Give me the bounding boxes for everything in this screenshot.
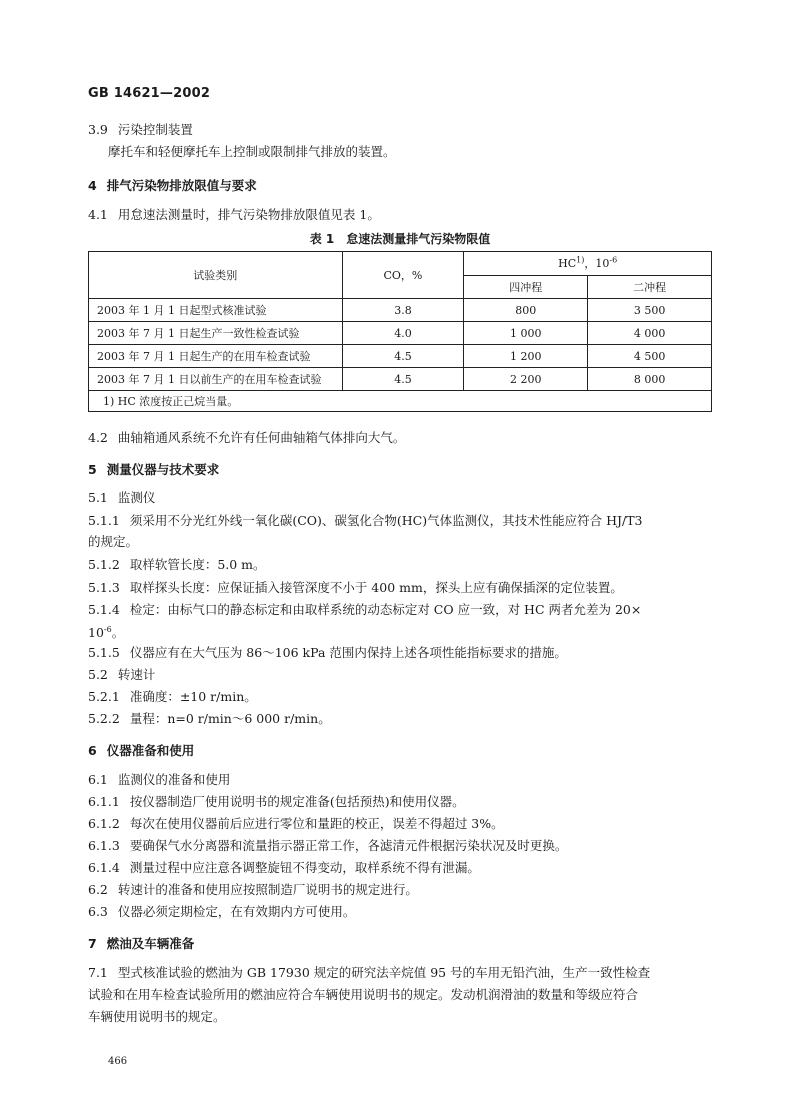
section-title: 燃油及车辆准备 (106, 936, 195, 951)
cell-two-stroke: 4 500 (588, 345, 712, 368)
hc-unit: ，10 (584, 257, 610, 271)
page-number: 466 (108, 1056, 128, 1067)
section-number: 4 (88, 178, 97, 193)
section-title: 排气污染物排放限值与要求 (106, 178, 257, 193)
clause-text: 量程：n=0 r/min～6 000 r/min。 (129, 711, 331, 726)
hc-unit-exponent: -6 (609, 255, 618, 265)
clause-5-2-2 (88, 711, 728, 727)
clause-5-1-1 (88, 513, 728, 529)
cell-co: 4.5 (342, 345, 464, 368)
cell-two-stroke: 8 000 (588, 368, 712, 391)
section-number: 6 (88, 743, 97, 758)
clause-number: 6.1.3 (88, 838, 120, 853)
clause-6-2 (88, 882, 728, 898)
clause-7-1 (88, 965, 728, 981)
header-four-stroke: 四冲程 (464, 275, 588, 299)
cell-test-category: 2003 年 7 月 1 日起生产一致性检查试验 (89, 322, 343, 345)
table-1-title: 表 1 怠速法测量排气污染物限值 (309, 232, 491, 246)
cell-test-category: 2003 年 7 月 1 日起生产的在用车检查试验 (89, 345, 343, 368)
table-1-emission-limits (88, 251, 712, 412)
section-number: 7 (88, 936, 97, 951)
clause-6-1-4 (88, 860, 728, 876)
cell-two-stroke: 4 000 (588, 322, 712, 345)
clause-3-9 (88, 122, 728, 138)
clause-number: 5.2.1 (88, 689, 120, 704)
clause-6-1-2 (88, 816, 728, 832)
section-7-heading (88, 936, 728, 952)
clause-5-1 (88, 490, 728, 506)
clause-number: 5.1.3 (88, 580, 120, 595)
clause-6-3 (88, 904, 728, 920)
cell-four-stroke: 1 200 (464, 345, 588, 368)
clause-text: 监测仪 (117, 490, 156, 505)
clause-number: 4.2 (88, 430, 108, 445)
clause-text: 监测仪的准备和使用 (117, 772, 231, 787)
clause-text: 测量过程中应注意各调整旋钮不得变动，取样系统不得有泄漏。 (129, 860, 480, 875)
exponent-base: 10 (88, 625, 104, 641)
clause-5-1-2 (88, 557, 728, 573)
clause-text: 须采用不分光红外线一氧化碳(CO)、碳氢化合物(HC)气体监测仪，其技术性能应符合 HJ/T3 (129, 513, 643, 528)
clause-number: 5.1.5 (88, 645, 120, 660)
clause-number: 7.1 (88, 965, 108, 980)
clause-number: 5.1.1 (88, 513, 120, 528)
clause-3-9-body: 摩托车和轻便摩托车上控制或限制排气排放的装置。 (108, 144, 396, 159)
clause-5-2-1 (88, 689, 728, 705)
header-hc (464, 252, 712, 276)
clause-text: 用怠速法测量时，排气污染物排放限值见表 1。 (117, 207, 380, 222)
table-row (89, 345, 712, 368)
header-two-stroke: 二冲程 (588, 275, 712, 299)
clause-number: 6.1.4 (88, 860, 120, 875)
clause-number: 5.2 (88, 667, 108, 682)
clause-text: 按仪器制造厂使用说明书的规定准备(包括预热)和使用仪器。 (129, 794, 465, 809)
clause-number: 5.1 (88, 490, 108, 505)
sentence-end: 。 (111, 625, 125, 641)
standard-code: GB 14621—2002 (88, 86, 211, 101)
hc-label: HC (558, 257, 577, 271)
clause-text: 型式核准试验的燃油为 GB 17930 规定的研究法辛烷值 95 号的车用无铅汽油，生产一致性检查 (117, 965, 651, 980)
clause-text: 准确度：±10 r/min。 (129, 689, 257, 704)
clause-5-1-3 (88, 580, 728, 596)
clause-text: 要确保气水分离器和流量指示器正常工作，各滤清元件根据污染状况及时更换。 (129, 838, 568, 853)
clause-6-1-1 (88, 794, 728, 810)
clause-text: 取样探头长度：应保证插入接管深度不小于 400 mm，探头上应有确保插深的定位装置。 (129, 580, 623, 595)
clause-number: 6.1 (88, 772, 108, 787)
table-row (89, 322, 712, 345)
clause-number: 6.3 (88, 904, 108, 919)
cell-four-stroke: 1 000 (464, 322, 588, 345)
table-row (89, 299, 712, 322)
clause-5-1-5 (88, 645, 728, 661)
clause-5-1-4-continued (88, 622, 728, 641)
section-6-heading (88, 743, 728, 759)
clause-title: 污染控制装置 (117, 122, 193, 137)
clause-text: 每次在使用仪器前后应进行零位和量距的校正，误差不得超过 3%。 (129, 816, 504, 831)
clause-7-1-line-3: 车辆使用说明书的规定。 (88, 1009, 226, 1024)
clause-5-1-1-continued: 的规定。 (88, 534, 139, 549)
cell-co: 4.5 (342, 368, 464, 391)
clause-5-2 (88, 667, 728, 683)
clause-text: 仪器应有在大气压为 86～106 kPa 范围内保持上述各项性能指标要求的措施。 (129, 645, 567, 660)
clause-number: 5.1.4 (88, 602, 120, 617)
clause-text: 检定：由标气口的静态标定和由取样系统的动态标定对 CO 应一致，对 HC 两者允差为 20× (129, 602, 642, 617)
clause-text: 取样软管长度：5.0 m。 (129, 557, 266, 572)
section-4-heading (88, 178, 728, 194)
cell-test-category: 2003 年 7 月 1 日以前生产的在用车检查试验 (89, 368, 343, 391)
cell-co: 3.8 (342, 299, 464, 322)
table-footnote: 1) HC 浓度按正己烷当量。 (89, 391, 712, 412)
clause-4-1 (88, 207, 728, 223)
clause-5-1-4 (88, 602, 728, 618)
cell-four-stroke: 2 200 (464, 368, 588, 391)
hc-footnote-mark: 1) (576, 255, 585, 265)
header-co: CO，% (342, 252, 464, 299)
clause-number: 5.2.2 (88, 711, 120, 726)
clause-6-1-3 (88, 838, 728, 854)
section-title: 测量仪器与技术要求 (106, 462, 220, 477)
cell-test-category: 2003 年 1 月 1 日起型式核准试验 (89, 299, 343, 322)
clause-4-2 (88, 430, 728, 446)
cell-four-stroke: 800 (464, 299, 588, 322)
header-test-category: 试验类别 (89, 252, 343, 299)
table-footnote-row (89, 391, 712, 412)
section-5-heading (88, 462, 728, 478)
section-title: 仪器准备和使用 (106, 743, 195, 758)
clause-number: 6.1.1 (88, 794, 120, 809)
cell-two-stroke: 3 500 (588, 299, 712, 322)
table-row (89, 368, 712, 391)
exponent: -6 (103, 625, 112, 634)
clause-number: 5.1.2 (88, 557, 120, 572)
clause-text: 转速计 (117, 667, 156, 682)
clause-text: 仪器必须定期检定，在有效期内方可使用。 (117, 904, 356, 919)
section-number: 5 (88, 462, 97, 477)
cell-co: 4.0 (342, 322, 464, 345)
clause-text: 曲轴箱通风系统不允许有任何曲轴箱气体排向大气。 (117, 430, 406, 445)
clause-number: 3.9 (88, 122, 108, 137)
clause-6-1 (88, 772, 728, 788)
clause-number: 6.2 (88, 882, 108, 897)
table-header-row (89, 252, 712, 276)
clause-number: 6.1.2 (88, 816, 120, 831)
clause-number: 4.1 (88, 207, 108, 222)
clause-7-1-line-2: 试验和在用车检查试验所用的燃油应符合车辆使用说明书的规定。发动机润滑油的数量和等级应符合 (88, 987, 639, 1002)
clause-text: 转速计的准备和使用应按照制造厂说明书的规定进行。 (117, 882, 418, 897)
